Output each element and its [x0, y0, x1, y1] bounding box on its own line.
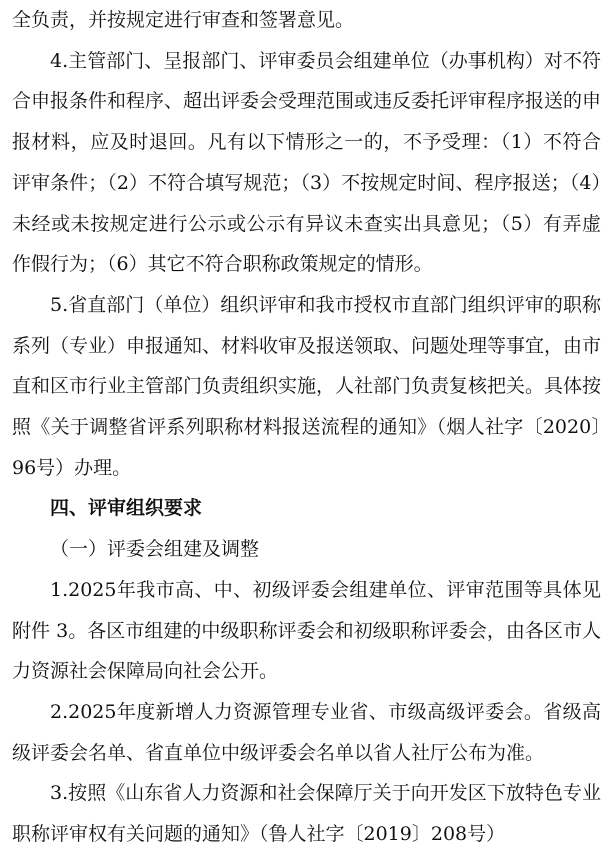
paragraph-sub-item-1: 1.2025年我市高、中、初级评委会组建单位、评审范围等具体见附件 3。各区市组建的中级职称评委会和初级职称评委会，由各区市人力资源社会保障局向社会公开。 [12, 578, 601, 683]
subsection-heading: （一）评委会组建及调整 [50, 538, 260, 561]
paragraph-sub-item-3: 3.按照《山东省人力资源和社会保障厅关于向开发区下放特色专业职称评审权有关问题的通知》（鲁人社字〔2019〕208号） [12, 782, 601, 846]
section-heading: 四、评审组织要求 [50, 497, 203, 520]
paragraph-item-5: 5.省直部门（单位）组织评审和我市授权市直部门组织评审的职称系列（专业）申报通知、材料收审及报送领取、问题处理等事宜，由市直和区市行业主管部门负责组织实施，人社部门负责复核把关。具体按照《关于调整省评系列职称材料报送流程的通知》（烟人社字〔2020〕96号）办理。 [12, 293, 602, 479]
paragraph-sub-item-2: 2.2025年度新增人力资源管理专业省、市级高级评委会。省级高级评委会名单、省直单位中级评委会名单以省人社厅公布为准。 [12, 700, 601, 764]
paragraph-item-4: 4.主管部门、呈报部门、评审委员会组建单位（办事机构）对不符合申报条件和程序、超出评委会受理范围或违反委托评审程序报送的申报材料，应及时退回。凡有以下情形之一的，不予受理：（1）不符合评审条件；（2）不符合填写规范；（3）不按规定时间、程序报送；（4）未经或未按规定进行公示或公示有异议未查实出具意见；（5）有弄虚作假行为；（6）其它不符合职称政策规定的情形。 [12, 49, 602, 276]
paragraph-continuation: 全负责，并按规定进行审查和签署意见。 [12, 9, 355, 31]
